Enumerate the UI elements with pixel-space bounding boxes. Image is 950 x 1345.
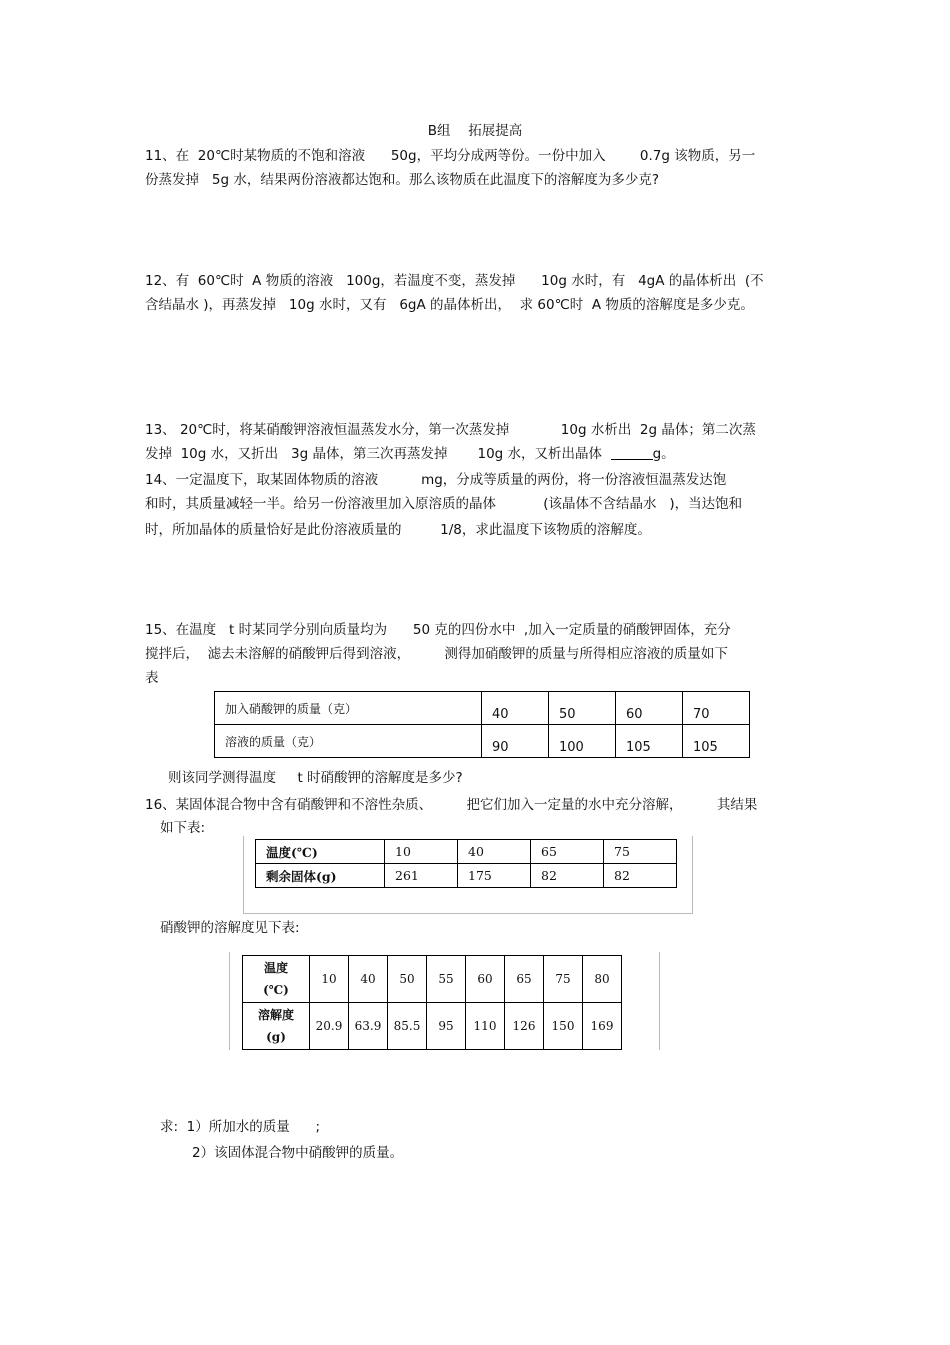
table-cell: 65 [505,956,544,1003]
q13-line1: 13、 20℃时，将某硝酸钾溶液恒温蒸发水分，第一次蒸发掉 10g 水析出 2g 晶体；第二次蒸 [145,422,756,438]
row-label: 温度(℃) [256,840,385,864]
table-cell: 175 [458,864,531,888]
table-cell: 65 [531,840,604,864]
table-cell: 150 [544,1003,583,1050]
q16-ask1: 求: 1）所加水的质量 ; [160,1119,321,1135]
q12-line1: 12、有 60℃时 A 物质的溶液 100g，若温度不变，蒸发掉 10g 水时，有 4gA 的晶体析出 (不 [145,273,764,289]
table-cell: 40 [458,840,531,864]
q16-line2: 如下表: [160,820,206,836]
table-cell: 100 [549,725,616,758]
scan-edge [243,836,244,914]
table-cell: 60 [616,692,683,725]
row-label: 加入硝酸钾的质量（克） [215,692,482,725]
table-cell: 20.9 [310,1003,349,1050]
table-cell: 105 [616,725,683,758]
q11-line1: 11、在 20℃时某物质的不饱和溶液 50g，平均分成两等份。一份中加入 0.7g 该物质，另一 [145,148,756,164]
row-label: 溶液的质量（克） [215,725,482,758]
scan-edge [659,952,660,1050]
table-cell: 110 [466,1003,505,1050]
q16-solubility-table [242,955,622,1050]
q16-ask2: 2）该固体混合物中硝酸钾的质量。 [192,1145,404,1161]
table-cell: 10 [310,956,349,1003]
table-cell: 10 [385,840,458,864]
q15-line3: 表 [145,670,159,686]
table-cell: 105 [683,725,750,758]
q12-line2: 含结晶水 )，再蒸发掉 10g 水时，又有 6gA 的晶体析出， 求 60℃时 A 物质的溶解度是多少克。 [145,297,754,313]
q15-line1: 15、在温度 t 时某同学分别向质量均为 50 克的四份水中 ,加入一定质量的硝酸钾固体，充分 [145,622,731,638]
table-cell: 95 [427,1003,466,1050]
table-cell: 40 [349,956,388,1003]
table-cell: 50 [549,692,616,725]
table-cell: 80 [583,956,622,1003]
row-label: 剩余固体(g) [256,864,385,888]
section-title: B组 拓展提高 [427,123,523,139]
table-cell: 261 [385,864,458,888]
answer-blank [611,445,653,460]
table-cell: 60 [466,956,505,1003]
table-cell: 63.9 [349,1003,388,1050]
row-label: 温度 (℃) [243,956,310,1003]
scan-edge [692,836,693,914]
table-row [215,725,750,758]
scan-edge [229,952,230,1050]
table-cell: 50 [388,956,427,1003]
q15-line2: 搅拌后， 滤去未溶解的硝酸钾后得到溶液， 测得加硝酸钾的质量与所得相应溶液的质量如下 [145,646,728,662]
table-cell: 90 [482,725,549,758]
table-row [256,840,677,864]
table-cell: 75 [604,840,677,864]
table-cell: 82 [531,864,604,888]
q15-question: 则该同学测得温度 t 时硝酸钾的溶解度是多少? [168,770,463,786]
table-cell: 169 [583,1003,622,1050]
table-row [243,956,622,1003]
table-cell: 85.5 [388,1003,427,1050]
table-row [243,1003,622,1050]
table-cell: 55 [427,956,466,1003]
table-cell: 82 [604,864,677,888]
q15-table [214,691,750,758]
q16-line1: 16、某固体混合物中含有硝酸钾和不溶性杂质、 把它们加入一定量的水中充分溶解， 其结果 [145,797,758,813]
table-cell: 70 [683,692,750,725]
q14-line2: 和时，其质量减轻一半。给另一份溶液里加入原溶质的晶体 (该晶体不含结晶水 )，当达饱和 [145,496,743,512]
q16-residue-table [255,839,677,888]
row-label: 溶解度 (g) [243,1003,310,1050]
q14-line1: 14、一定温度下，取某固体物质的溶液 mg，分成等质量的两份，将一份溶液恒温蒸发达饱 [145,472,727,488]
table-cell: 40 [482,692,549,725]
q13-line2: 发掉 10g 水，又折出 3g 晶体，第三次再蒸发掉 10g 水，又析出晶体 g。 [145,446,675,462]
scan-edge [243,913,693,914]
table-row [215,692,750,725]
table-cell: 126 [505,1003,544,1050]
q16-caption2: 硝酸钾的溶解度见下表: [160,920,300,936]
table-row [256,864,677,888]
q11-line2: 份蒸发掉 5g 水，结果两份溶液都达饱和。那么该物质在此温度下的溶解度为多少克? [145,172,659,188]
q14-line3: 时，所加晶体的质量恰好是此份溶液质量的 1/8，求此温度下该物质的溶解度。 [145,522,651,538]
table-cell: 75 [544,956,583,1003]
